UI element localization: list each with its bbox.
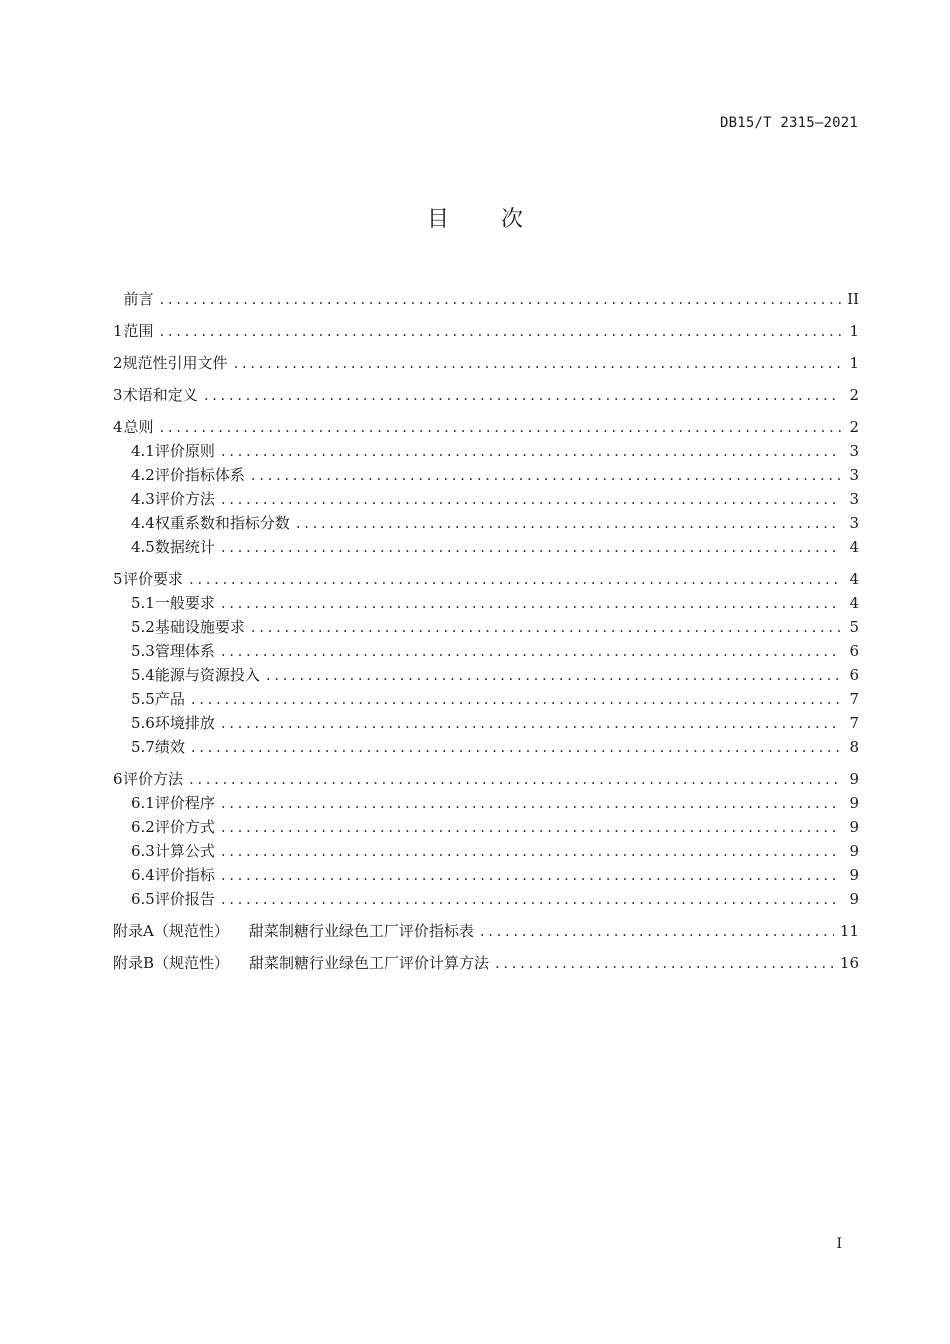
toc-entry-number: 附录B（规范性） (113, 954, 230, 972)
toc-dot-leader (191, 735, 841, 759)
toc-entry-label: 数据统计 (154, 538, 215, 556)
toc-entry-page: 7 (849, 714, 859, 732)
toc-entry[interactable] (113, 839, 859, 863)
toc-entry-number: 4.5 (131, 538, 155, 556)
toc-entry-label: 权重系数和指标分数 (154, 514, 290, 532)
toc-entry-label: 管理体系 (154, 642, 215, 660)
toc-dot-leader (480, 919, 834, 943)
toc-entry-label: 评价方法 (154, 490, 215, 508)
toc-entry-number: 5.2 (131, 618, 155, 636)
toc-entry[interactable] (113, 535, 859, 559)
toc-entry-number: 6.2 (131, 818, 155, 836)
toc-entry-label: 评价方法 (123, 770, 184, 788)
toc-entry-page: 1 (849, 322, 859, 340)
toc-dot-leader (204, 383, 841, 407)
toc-dot-leader (221, 487, 841, 511)
toc-dot-leader (251, 615, 841, 639)
toc-entry-label: 甜菜制糖行业绿色工厂评价计算方法 (249, 954, 490, 972)
toc-dot-leader (191, 687, 841, 711)
toc-entry-label: 基础设施要求 (154, 618, 245, 636)
toc-entry-number: 5.7 (131, 738, 155, 756)
toc-entry[interactable] (113, 815, 859, 839)
toc-entry-label: 能源与资源投入 (154, 666, 260, 684)
toc-entry-label: 甜菜制糖行业绿色工厂评价指标表 (248, 922, 474, 940)
toc-entry-label: 范围 (123, 322, 154, 340)
toc-entry-number: 4.4 (131, 514, 155, 532)
toc-entry-number: 4.3 (131, 490, 155, 508)
toc-dot-leader (221, 639, 841, 663)
toc-entry[interactable] (113, 791, 859, 815)
toc-entry-page: 3 (849, 442, 859, 460)
toc-entry[interactable] (113, 639, 859, 663)
toc-entry-page: 6 (849, 666, 859, 684)
toc-entry-number: 5.3 (131, 642, 155, 660)
toc-entry-page: II (847, 290, 859, 308)
toc-entry-page: 3 (849, 490, 859, 508)
toc-dot-leader (221, 887, 841, 911)
toc-title-char-2: 次 (501, 207, 524, 232)
toc-entry-label: 评价报告 (154, 890, 215, 908)
toc-entry-number: 1 (113, 322, 123, 340)
toc-dot-leader (221, 791, 841, 815)
toc-entry[interactable] (113, 511, 859, 535)
toc-entry-page: 5 (849, 618, 859, 636)
toc-entry-label: 前言 (123, 290, 154, 308)
toc-dot-leader (221, 863, 841, 887)
toc-entry-page: 2 (849, 418, 859, 436)
toc-dot-leader (221, 711, 841, 735)
toc-entry-page: 9 (849, 818, 859, 836)
toc-dot-leader (251, 463, 841, 487)
toc-entry-label: 评价程序 (154, 794, 215, 812)
toc-entry-page: 6 (849, 642, 859, 660)
toc-dot-leader (221, 535, 841, 559)
table-of-contents (113, 287, 859, 975)
toc-entry-page: 4 (849, 570, 859, 588)
toc-dot-leader (221, 839, 841, 863)
toc-entry-label: 评价指标 (154, 866, 215, 884)
toc-entry-number: 4.1 (131, 442, 155, 460)
toc-entry-label: 评价指标体系 (154, 466, 245, 484)
toc-entry-number: 6.5 (131, 890, 155, 908)
toc-entry-label: 一般要求 (154, 594, 215, 612)
toc-entry-page: 7 (849, 690, 859, 708)
toc-entry-page: 9 (849, 794, 859, 812)
toc-entry-page: 8 (849, 738, 859, 756)
toc-dot-leader (160, 319, 842, 343)
toc-entry-number: 2 (113, 354, 123, 372)
toc-entry-number: 3 (113, 386, 123, 404)
toc-entry-label: 绩效 (154, 738, 185, 756)
document-code: DB15/T 2315—2021 (719, 115, 858, 131)
toc-entry[interactable] (113, 351, 859, 375)
toc-entry[interactable] (113, 487, 859, 511)
toc-entry[interactable] (113, 687, 859, 711)
toc-entry-page: 9 (849, 842, 859, 860)
toc-entry-label: 产品 (154, 690, 185, 708)
toc-entry[interactable] (113, 951, 859, 975)
toc-entry-number: 5.5 (131, 690, 155, 708)
toc-entry[interactable] (113, 463, 859, 487)
toc-entry-page: 16 (839, 954, 859, 972)
toc-dot-leader (296, 511, 841, 535)
toc-entry-number: 4.2 (131, 466, 155, 484)
toc-entry-page: 1 (849, 354, 859, 372)
toc-dot-leader (266, 663, 841, 687)
toc-entry[interactable] (113, 767, 859, 791)
toc-entry[interactable] (113, 887, 859, 911)
toc-entry[interactable] (113, 863, 859, 887)
toc-entry-number: 6.3 (131, 842, 155, 860)
toc-title (0, 202, 950, 233)
toc-title-char-1: 目 (426, 207, 449, 232)
toc-dot-leader (221, 439, 841, 463)
toc-entry-number: 5.6 (131, 714, 155, 732)
toc-entry-page: 3 (849, 514, 859, 532)
toc-entry[interactable] (113, 663, 859, 687)
toc-entry-page: 3 (849, 466, 859, 484)
toc-entry[interactable] (113, 439, 859, 463)
toc-dot-leader (189, 767, 841, 791)
toc-entry[interactable] (113, 919, 859, 943)
toc-entry[interactable] (113, 319, 859, 343)
toc-dot-leader (221, 815, 841, 839)
toc-dot-leader (234, 351, 841, 375)
toc-entry-number: 6.1 (131, 794, 155, 812)
toc-entry-label: 规范性引用文件 (122, 354, 228, 372)
toc-entry-label: 评价原则 (154, 442, 215, 460)
toc-entry-page: 4 (849, 594, 859, 612)
toc-entry-label: 环境排放 (154, 714, 215, 732)
toc-entry[interactable] (113, 711, 859, 735)
toc-entry-number: 5 (113, 570, 123, 588)
toc-entry-label: 计算公式 (154, 842, 215, 860)
toc-dot-leader (495, 951, 834, 975)
toc-entry-label: 总则 (123, 418, 154, 436)
toc-entry-page: 9 (849, 770, 859, 788)
toc-entry[interactable] (113, 567, 859, 591)
toc-dot-leader (160, 287, 842, 311)
toc-dot-leader (221, 591, 841, 615)
toc-dot-leader (189, 567, 841, 591)
toc-entry-number: 5.4 (131, 666, 155, 684)
toc-entry-number: 附录A（规范性） (113, 922, 229, 940)
toc-entry-number: 5.1 (131, 594, 155, 612)
toc-entry[interactable] (113, 287, 859, 311)
toc-entry-page: 2 (849, 386, 859, 404)
toc-entry[interactable] (113, 415, 859, 439)
toc-entry[interactable] (113, 591, 859, 615)
toc-entry-label: 评价方式 (154, 818, 215, 836)
toc-entry-label: 评价要求 (123, 570, 184, 588)
toc-entry[interactable] (113, 735, 859, 759)
toc-entry-page: 4 (849, 538, 859, 556)
toc-entry-page: 9 (849, 866, 859, 884)
toc-entry[interactable] (113, 615, 859, 639)
page-number: I (836, 1236, 842, 1252)
toc-entry[interactable] (113, 383, 859, 407)
toc-dot-leader (160, 415, 842, 439)
toc-entry-number: 6 (113, 770, 123, 788)
toc-entry-number: 4 (113, 418, 123, 436)
toc-entry-label: 术语和定义 (122, 386, 198, 404)
toc-entry-page: 9 (849, 890, 859, 908)
toc-entry-page: 11 (839, 922, 859, 940)
toc-entry-number: 6.4 (131, 866, 155, 884)
